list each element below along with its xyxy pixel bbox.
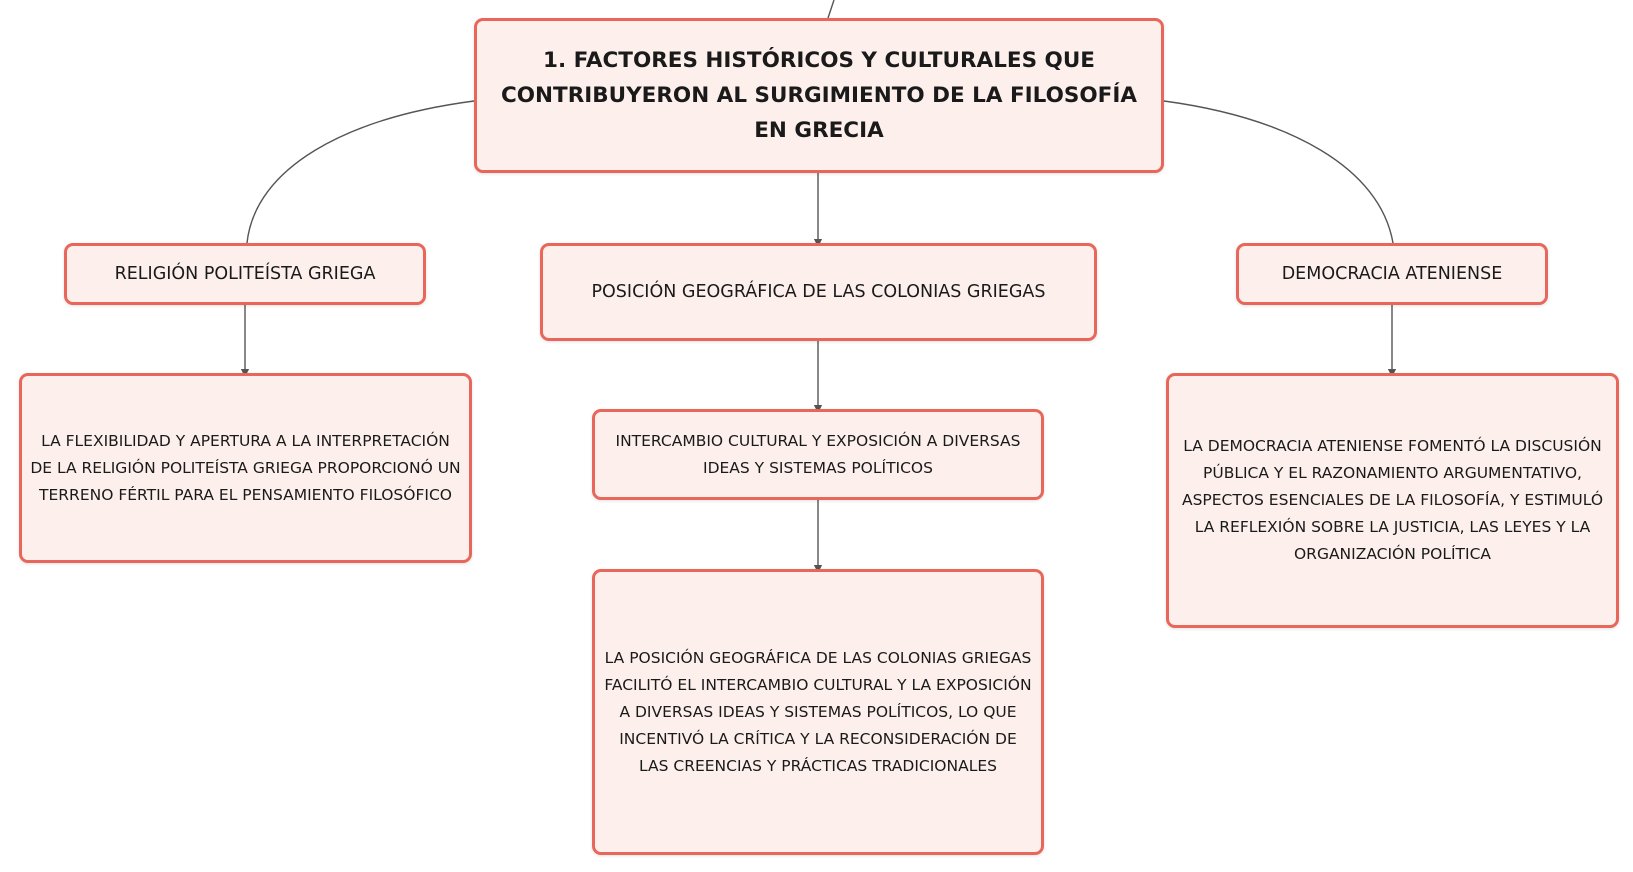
connector-root-to-democracia xyxy=(1164,101,1393,243)
topic-node-geografia[interactable] xyxy=(540,243,1097,341)
detail-node-democracia[interactable] xyxy=(1166,373,1619,628)
topic-node-democracia-text: DEMOCRACIA ATENIENSE xyxy=(1281,264,1503,284)
detail-node-geografia-explicacion-text: LA POSICIÓN GEOGRÁFICA DE LAS COLONIAS GRIEGAS FACILITÓ EL INTERCAMBIO CULTURAL Y LA EXPOSICIÓN A DIVERSAS IDEAS Y SISTEMAS POLÍTICOS, LO QUE INCENTIVÓ LA CRÍTICA Y LA RECONSIDERACIÓN DE LAS CREENCIAS Y PRÁCTICAS TRADICIONALES xyxy=(604,648,1032,775)
connector-incoming xyxy=(828,0,834,18)
detail-node-geografia-intercambio[interactable] xyxy=(592,409,1044,500)
topic-node-religion[interactable] xyxy=(64,243,426,305)
connector-root-to-religion xyxy=(247,101,474,243)
root-node[interactable] xyxy=(474,18,1164,173)
detail-node-geografia-intercambio-text: INTERCAMBIO CULTURAL Y EXPOSICIÓN A DIVERSAS IDEAS Y SISTEMAS POLÍTICOS xyxy=(615,431,1021,477)
topic-node-religion-text: RELIGIÓN POLITEÍSTA GRIEGA xyxy=(114,264,376,284)
detail-node-religion-text: LA FLEXIBILIDAD Y APERTURA A LA INTERPRETACIÓN DE LA RELIGIÓN POLITEÍSTA GRIEGA PROPORCIONÓ UN TERRENO FÉRTIL PARA EL PENSAMIENTO FILOSÓFICO xyxy=(30,431,461,504)
detail-node-democracia-text: LA DEMOCRACIA ATENIENSE FOMENTÓ LA DISCUSIÓN PÚBLICA Y EL RAZONAMIENTO ARGUMENTATIVO, ASPECTOS ESENCIALES DE LA FILOSOFÍA, Y ESTIMULÓ LA REFLEXIÓN SOBRE LA JUSTICIA, LAS LEYES Y LA ORGANIZACIÓN POLÍTICA xyxy=(1181,437,1604,563)
topic-node-democracia[interactable] xyxy=(1236,243,1548,305)
detail-node-religion[interactable] xyxy=(19,373,472,563)
root-node-text: 1. FACTORES HISTÓRICOS Y CULTURALES QUE CONTRIBUYERON AL SURGIMIENTO DE LA FILOSOFÍA EN GRECIA xyxy=(501,48,1137,143)
detail-node-geografia-explicacion[interactable] xyxy=(592,569,1044,855)
topic-node-geografia-text: POSICIÓN GEOGRÁFICA DE LAS COLONIAS GRIEGAS xyxy=(591,282,1046,302)
